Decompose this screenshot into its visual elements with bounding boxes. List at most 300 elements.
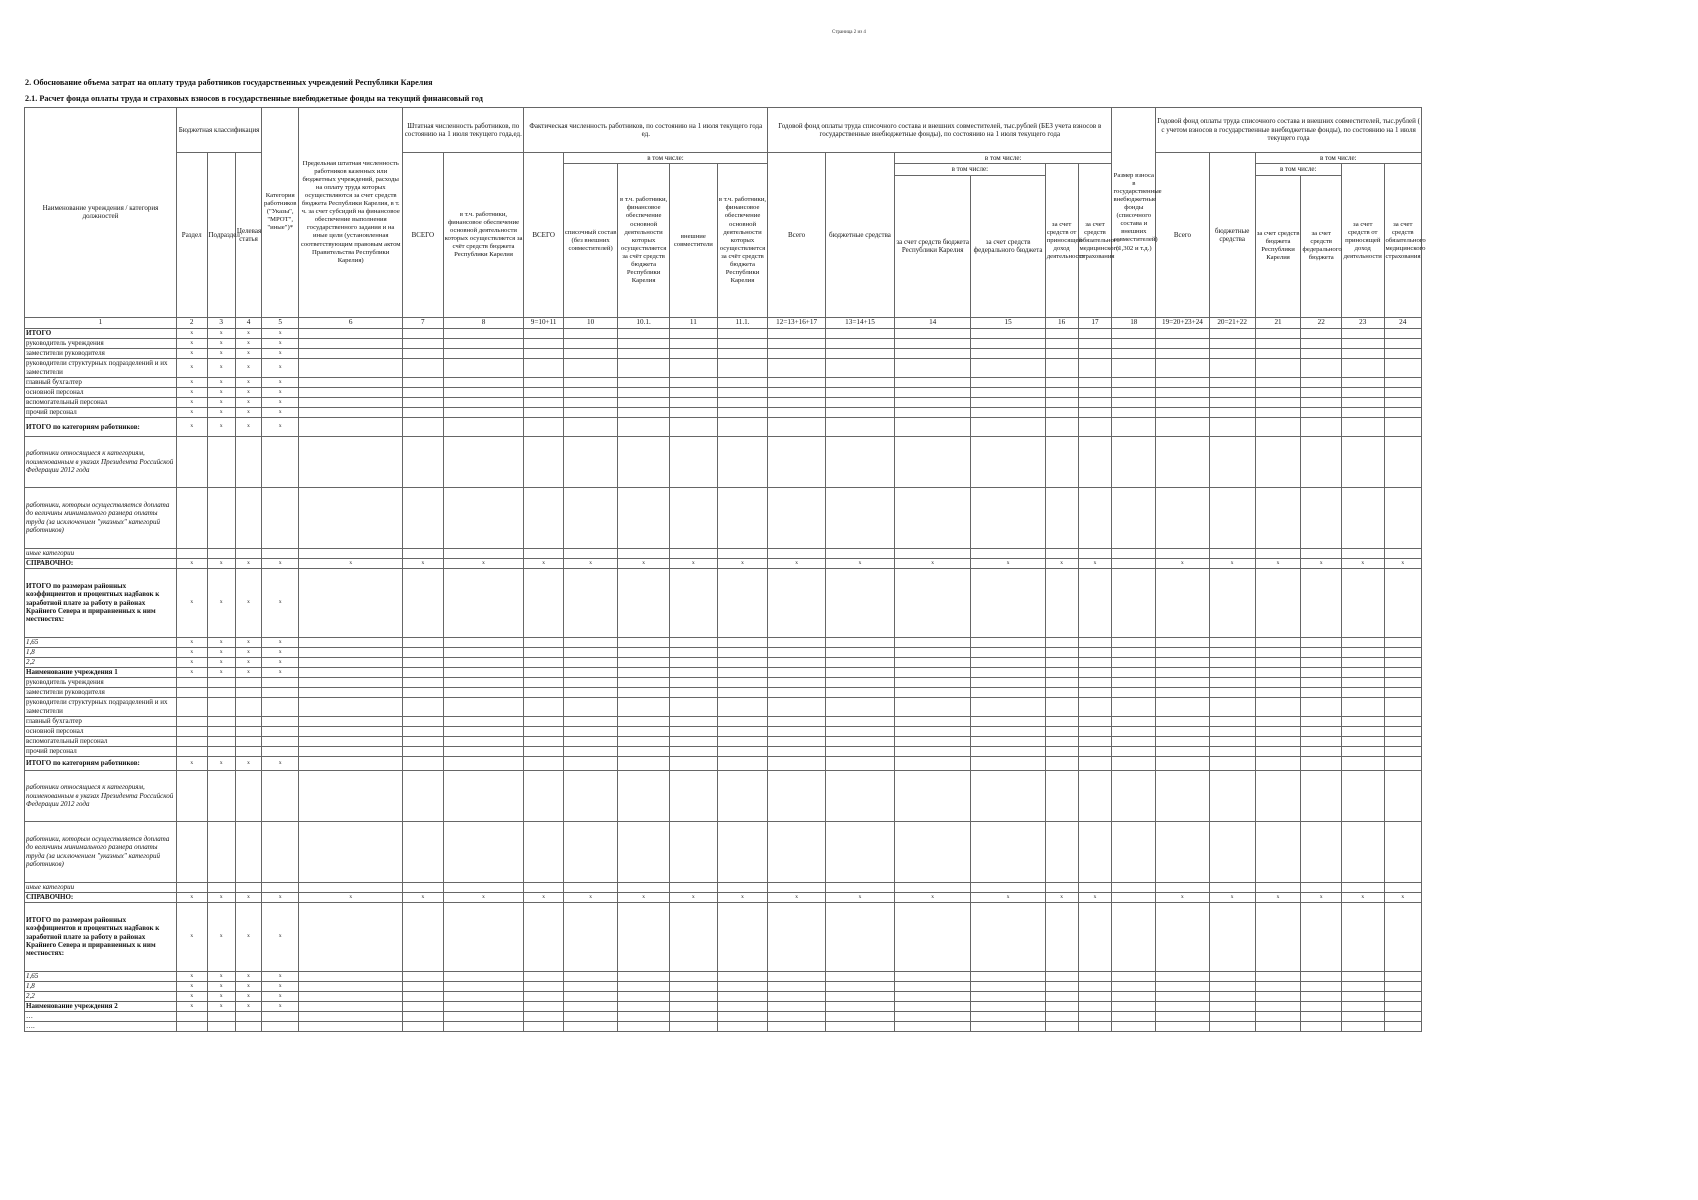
empty-cell — [207, 746, 235, 756]
x-mark: x — [1255, 892, 1301, 902]
empty-cell — [971, 770, 1045, 821]
column-number: 10.1. — [618, 317, 669, 328]
empty-cell — [894, 991, 971, 1001]
column-number: 8 — [443, 317, 524, 328]
empty-cell — [403, 971, 443, 981]
empty-cell — [1112, 657, 1156, 667]
empty-cell — [1045, 387, 1078, 397]
empty-cell — [1384, 902, 1421, 971]
empty-cell — [669, 736, 717, 746]
empty-cell — [176, 726, 207, 736]
empty-cell — [1045, 657, 1078, 667]
empty-cell — [1255, 436, 1301, 487]
empty-cell — [971, 981, 1045, 991]
empty-cell — [1384, 397, 1421, 407]
empty-cell — [1301, 348, 1341, 358]
empty-cell — [403, 991, 443, 1001]
empty-cell — [207, 1011, 235, 1021]
empty-cell — [443, 971, 524, 981]
empty-cell — [1078, 726, 1112, 736]
table-row — [25, 436, 1422, 487]
empty-cell — [403, 726, 443, 736]
x-mark: x — [235, 971, 261, 981]
empty-cell — [1112, 882, 1156, 892]
subsection-heading: 2.1. Расчет фонда оплаты труда и страховых взносов в государственные внебюджетные фонды на текущий финансовый год — [25, 94, 483, 103]
empty-cell — [176, 677, 207, 687]
empty-cell — [1301, 971, 1341, 981]
x-mark: x — [176, 377, 207, 387]
empty-cell — [768, 548, 826, 558]
empty-cell — [618, 328, 669, 338]
empty-cell — [235, 436, 261, 487]
empty-cell — [768, 716, 826, 726]
empty-cell — [1209, 770, 1255, 821]
empty-cell — [1341, 568, 1384, 637]
empty-cell — [1301, 358, 1341, 377]
empty-cell — [768, 736, 826, 746]
empty-cell — [299, 647, 403, 657]
empty-cell — [524, 417, 563, 436]
empty-cell — [894, 667, 971, 677]
table-row — [25, 417, 1422, 436]
table-row — [25, 677, 1422, 687]
empty-cell — [1384, 882, 1421, 892]
empty-cell — [524, 677, 563, 687]
empty-cell — [1156, 338, 1210, 348]
empty-cell — [971, 568, 1045, 637]
empty-cell — [563, 770, 618, 821]
empty-cell — [443, 882, 524, 892]
empty-cell — [1078, 397, 1112, 407]
header-podrazdel: Подраздел — [207, 153, 235, 318]
empty-cell — [1384, 328, 1421, 338]
empty-cell — [563, 667, 618, 677]
empty-cell — [443, 548, 524, 558]
empty-cell — [1045, 902, 1078, 971]
row-label: ИТОГО по размерам районных коэффициентов и процентных надбавок к заработной плате за работу в районах Крайнего Севера и приравненных к ним местностях: — [25, 902, 177, 971]
empty-cell — [894, 1021, 971, 1031]
empty-cell — [563, 697, 618, 716]
empty-cell — [443, 397, 524, 407]
x-mark: x — [176, 637, 207, 647]
x-mark: x — [262, 407, 299, 417]
empty-cell — [299, 991, 403, 1001]
x-mark: x — [235, 377, 261, 387]
empty-cell — [1384, 647, 1421, 657]
empty-cell — [717, 736, 767, 746]
empty-cell — [299, 657, 403, 667]
empty-cell — [1209, 338, 1255, 348]
empty-cell — [1045, 1011, 1078, 1021]
empty-cell — [1156, 548, 1210, 558]
empty-cell — [826, 568, 895, 637]
empty-cell — [1112, 487, 1156, 548]
empty-cell — [403, 981, 443, 991]
x-mark: x — [262, 657, 299, 667]
empty-cell — [443, 568, 524, 637]
empty-cell — [768, 770, 826, 821]
empty-cell — [717, 697, 767, 716]
empty-cell — [1045, 417, 1078, 436]
empty-cell — [1255, 677, 1301, 687]
empty-cell — [1301, 882, 1341, 892]
empty-cell — [299, 407, 403, 417]
table-row — [25, 746, 1422, 756]
empty-cell — [176, 746, 207, 756]
empty-cell — [207, 1021, 235, 1031]
empty-cell — [524, 736, 563, 746]
empty-cell — [894, 1011, 971, 1021]
empty-cell — [768, 387, 826, 397]
empty-cell — [717, 991, 767, 1001]
empty-cell — [403, 697, 443, 716]
empty-cell — [1156, 991, 1210, 1001]
header-spisochny: списочный состав (без внешних совместителей) — [563, 164, 618, 317]
column-number: 2 — [176, 317, 207, 328]
empty-cell — [1301, 387, 1341, 397]
empty-cell — [1112, 687, 1156, 697]
x-mark: x — [176, 971, 207, 981]
empty-cell — [1045, 487, 1078, 548]
table-row — [25, 882, 1422, 892]
empty-cell — [299, 637, 403, 647]
empty-cell — [1301, 436, 1341, 487]
column-number: 21 — [1255, 317, 1301, 328]
column-number: 18 — [1112, 317, 1156, 328]
column-number: 11.1. — [717, 317, 767, 328]
empty-cell — [1301, 338, 1341, 348]
empty-cell — [403, 902, 443, 971]
x-mark: x — [207, 647, 235, 657]
empty-cell — [563, 882, 618, 892]
empty-cell — [717, 1021, 767, 1031]
empty-cell — [1209, 1011, 1255, 1021]
empty-cell — [717, 436, 767, 487]
empty-cell — [1341, 971, 1384, 981]
row-label: руководитель учреждения — [25, 338, 177, 348]
empty-cell — [1384, 770, 1421, 821]
empty-cell — [524, 487, 563, 548]
empty-cell — [563, 726, 618, 736]
empty-cell — [1156, 377, 1210, 387]
empty-cell — [717, 387, 767, 397]
empty-cell — [1255, 667, 1301, 677]
x-mark: x — [176, 348, 207, 358]
header-limit-staff: Предельная штатная численность работников казенных или бюджетных учреждений, расходы на оплату труда которых осуществляются за счет средств бюджета Республики Карелия, в т. ч. за счет субсидий на финансовое обеспечение выполнения государственного задания и на иные цели (установленная соответствующим правовым актом Правительства Республики Карелия) — [299, 108, 403, 318]
empty-cell — [618, 667, 669, 677]
payroll-table — [24, 107, 1426, 1032]
empty-cell — [262, 487, 299, 548]
empty-cell — [403, 647, 443, 657]
empty-cell — [894, 677, 971, 687]
empty-cell — [618, 1001, 669, 1011]
empty-cell — [403, 1011, 443, 1021]
empty-cell — [1078, 991, 1112, 1001]
empty-cell — [299, 417, 403, 436]
empty-cell — [618, 991, 669, 1001]
empty-cell — [1341, 697, 1384, 716]
row-label: прочий персонал — [25, 407, 177, 417]
x-mark: x — [176, 407, 207, 417]
table-row — [25, 397, 1422, 407]
empty-cell — [1156, 902, 1210, 971]
empty-cell — [894, 417, 971, 436]
empty-cell — [1112, 548, 1156, 558]
x-mark: x — [176, 417, 207, 436]
column-number: 4 — [235, 317, 261, 328]
empty-cell — [1384, 637, 1421, 647]
empty-cell — [443, 770, 524, 821]
row-label: Наименование учреждения 1 — [25, 667, 177, 677]
empty-cell — [1112, 436, 1156, 487]
empty-cell — [1045, 821, 1078, 882]
x-mark: x — [207, 981, 235, 991]
empty-cell — [618, 338, 669, 348]
x-mark: x — [176, 657, 207, 667]
empty-cell — [176, 687, 207, 697]
empty-cell — [1341, 637, 1384, 647]
table-row — [25, 902, 1422, 971]
empty-cell — [826, 821, 895, 882]
empty-cell — [1045, 338, 1078, 348]
empty-cell — [1112, 1011, 1156, 1021]
x-mark: x — [235, 358, 261, 377]
table-row — [25, 647, 1422, 657]
empty-cell — [563, 902, 618, 971]
empty-cell — [826, 338, 895, 348]
empty-cell — [717, 687, 767, 697]
empty-cell — [1156, 736, 1210, 746]
empty-cell — [262, 736, 299, 746]
empty-cell — [299, 377, 403, 387]
x-mark: x — [262, 991, 299, 1001]
empty-cell — [826, 417, 895, 436]
empty-cell — [443, 991, 524, 1001]
empty-cell — [1045, 716, 1078, 726]
empty-cell — [669, 436, 717, 487]
empty-cell — [443, 821, 524, 882]
empty-cell — [1045, 1021, 1078, 1031]
empty-cell — [403, 677, 443, 687]
empty-cell — [669, 637, 717, 647]
empty-cell — [1045, 677, 1078, 687]
empty-cell — [235, 1011, 261, 1021]
empty-cell — [207, 716, 235, 726]
empty-cell — [1301, 328, 1341, 338]
empty-cell — [1112, 770, 1156, 821]
empty-cell — [563, 1021, 618, 1031]
empty-cell — [1301, 991, 1341, 1001]
empty-cell — [768, 487, 826, 548]
empty-cell — [618, 736, 669, 746]
empty-cell — [768, 407, 826, 417]
empty-cell — [826, 756, 895, 770]
header-incl-10-1: в т.ч. работники, финансовое обеспечение основной деятельности которых осуществляется за счёт средств бюджета Республики Карелия — [618, 164, 669, 317]
empty-cell — [826, 667, 895, 677]
header-rate: Размер взноса в государственные внебюджетные фонды (списочного состава и внешних совместителей) (1,302 и т.д.) — [1112, 108, 1156, 318]
empty-cell — [1078, 697, 1112, 716]
empty-cell — [1045, 667, 1078, 677]
empty-cell — [1341, 387, 1384, 397]
empty-cell — [618, 726, 669, 736]
row-label: работники относящиеся к категориям, поименованным в указах Президента Российской Федерации 2012 года — [25, 436, 177, 487]
x-mark: x — [262, 981, 299, 991]
empty-cell — [1384, 348, 1421, 358]
empty-cell — [768, 657, 826, 667]
empty-cell — [1384, 716, 1421, 726]
empty-cell — [1078, 417, 1112, 436]
empty-cell — [563, 756, 618, 770]
empty-cell — [826, 348, 895, 358]
empty-cell — [1209, 756, 1255, 770]
empty-cell — [1384, 1011, 1421, 1021]
empty-cell — [299, 882, 403, 892]
x-mark: x — [235, 558, 261, 568]
empty-cell — [1045, 397, 1078, 407]
table-row — [25, 407, 1422, 417]
empty-cell — [768, 821, 826, 882]
empty-cell — [971, 417, 1045, 436]
empty-cell — [971, 348, 1045, 358]
empty-cell — [618, 637, 669, 647]
empty-cell — [524, 348, 563, 358]
empty-cell — [176, 487, 207, 548]
empty-cell — [524, 397, 563, 407]
empty-cell — [443, 667, 524, 677]
empty-cell — [1045, 377, 1078, 387]
empty-cell — [1112, 348, 1156, 358]
empty-cell — [299, 1001, 403, 1011]
empty-cell — [1045, 697, 1078, 716]
empty-cell — [207, 821, 235, 882]
table-row — [25, 981, 1422, 991]
empty-cell — [826, 387, 895, 397]
empty-cell — [1209, 647, 1255, 657]
empty-cell — [563, 417, 618, 436]
empty-cell — [618, 548, 669, 558]
empty-cell — [563, 397, 618, 407]
x-mark: x — [1384, 892, 1421, 902]
empty-cell — [971, 821, 1045, 882]
empty-cell — [563, 677, 618, 687]
empty-cell — [262, 1011, 299, 1021]
x-mark: x — [207, 667, 235, 677]
empty-cell — [826, 736, 895, 746]
row-label: Наименование учреждения 2 — [25, 1001, 177, 1011]
empty-cell — [524, 770, 563, 821]
empty-cell — [1112, 726, 1156, 736]
x-mark: x — [262, 892, 299, 902]
empty-cell — [894, 647, 971, 657]
header-karelia-21: за счет средств бюджета Республики Карелия — [1255, 175, 1301, 317]
empty-cell — [403, 821, 443, 882]
empty-cell — [1112, 677, 1156, 687]
empty-cell — [618, 687, 669, 697]
empty-cell — [299, 756, 403, 770]
empty-cell — [894, 568, 971, 637]
empty-cell — [524, 657, 563, 667]
empty-cell — [235, 687, 261, 697]
empty-cell — [1156, 1001, 1210, 1011]
empty-cell — [669, 902, 717, 971]
x-mark: x — [176, 338, 207, 348]
empty-cell — [1156, 882, 1210, 892]
x-mark: x — [403, 558, 443, 568]
empty-cell — [1209, 417, 1255, 436]
empty-cell — [1045, 746, 1078, 756]
table-row — [25, 377, 1422, 387]
empty-cell — [768, 1011, 826, 1021]
empty-cell — [717, 637, 767, 647]
empty-cell — [1384, 726, 1421, 736]
empty-cell — [717, 548, 767, 558]
empty-cell — [1301, 397, 1341, 407]
x-mark: x — [176, 397, 207, 407]
empty-cell — [235, 736, 261, 746]
empty-cell — [717, 328, 767, 338]
empty-cell — [669, 1001, 717, 1011]
empty-cell — [1078, 1021, 1112, 1031]
empty-cell — [1045, 991, 1078, 1001]
empty-cell — [1209, 667, 1255, 677]
empty-cell — [403, 338, 443, 348]
x-mark: x — [207, 338, 235, 348]
empty-cell — [1384, 487, 1421, 548]
empty-cell — [826, 637, 895, 647]
empty-cell — [1301, 697, 1341, 716]
empty-cell — [894, 716, 971, 726]
empty-cell — [618, 1021, 669, 1031]
empty-cell — [563, 377, 618, 387]
header-fund-incl: в том числе: — [894, 153, 1112, 164]
header-budget-incl: в том числе: — [894, 164, 1045, 175]
empty-cell — [443, 348, 524, 358]
empty-cell — [1112, 736, 1156, 746]
x-mark: x — [262, 397, 299, 407]
x-mark: x — [894, 558, 971, 568]
empty-cell — [403, 436, 443, 487]
x-mark: x — [262, 637, 299, 647]
x-mark: x — [235, 991, 261, 1001]
empty-cell — [1301, 487, 1341, 548]
empty-cell — [1341, 882, 1384, 892]
row-label: заместители руководителя — [25, 348, 177, 358]
table-row — [25, 548, 1422, 558]
x-mark: x — [1209, 558, 1255, 568]
empty-cell — [262, 726, 299, 736]
empty-cell — [262, 687, 299, 697]
empty-cell — [1209, 726, 1255, 736]
empty-cell — [971, 667, 1045, 677]
empty-cell — [971, 726, 1045, 736]
empty-cell — [1156, 756, 1210, 770]
empty-cell — [826, 397, 895, 407]
empty-cell — [1078, 348, 1112, 358]
empty-cell — [299, 568, 403, 637]
x-mark: x — [207, 348, 235, 358]
x-mark: x — [207, 377, 235, 387]
header-actual-count: Фактическая численность работников, по состоянию на 1 июля текущего года ед. — [524, 108, 768, 153]
x-mark: x — [235, 1001, 261, 1011]
empty-cell — [669, 647, 717, 657]
empty-cell — [524, 697, 563, 716]
empty-cell — [443, 697, 524, 716]
empty-cell — [669, 971, 717, 981]
empty-cell — [717, 407, 767, 417]
empty-cell — [717, 756, 767, 770]
empty-cell — [768, 902, 826, 971]
empty-cell — [524, 821, 563, 882]
